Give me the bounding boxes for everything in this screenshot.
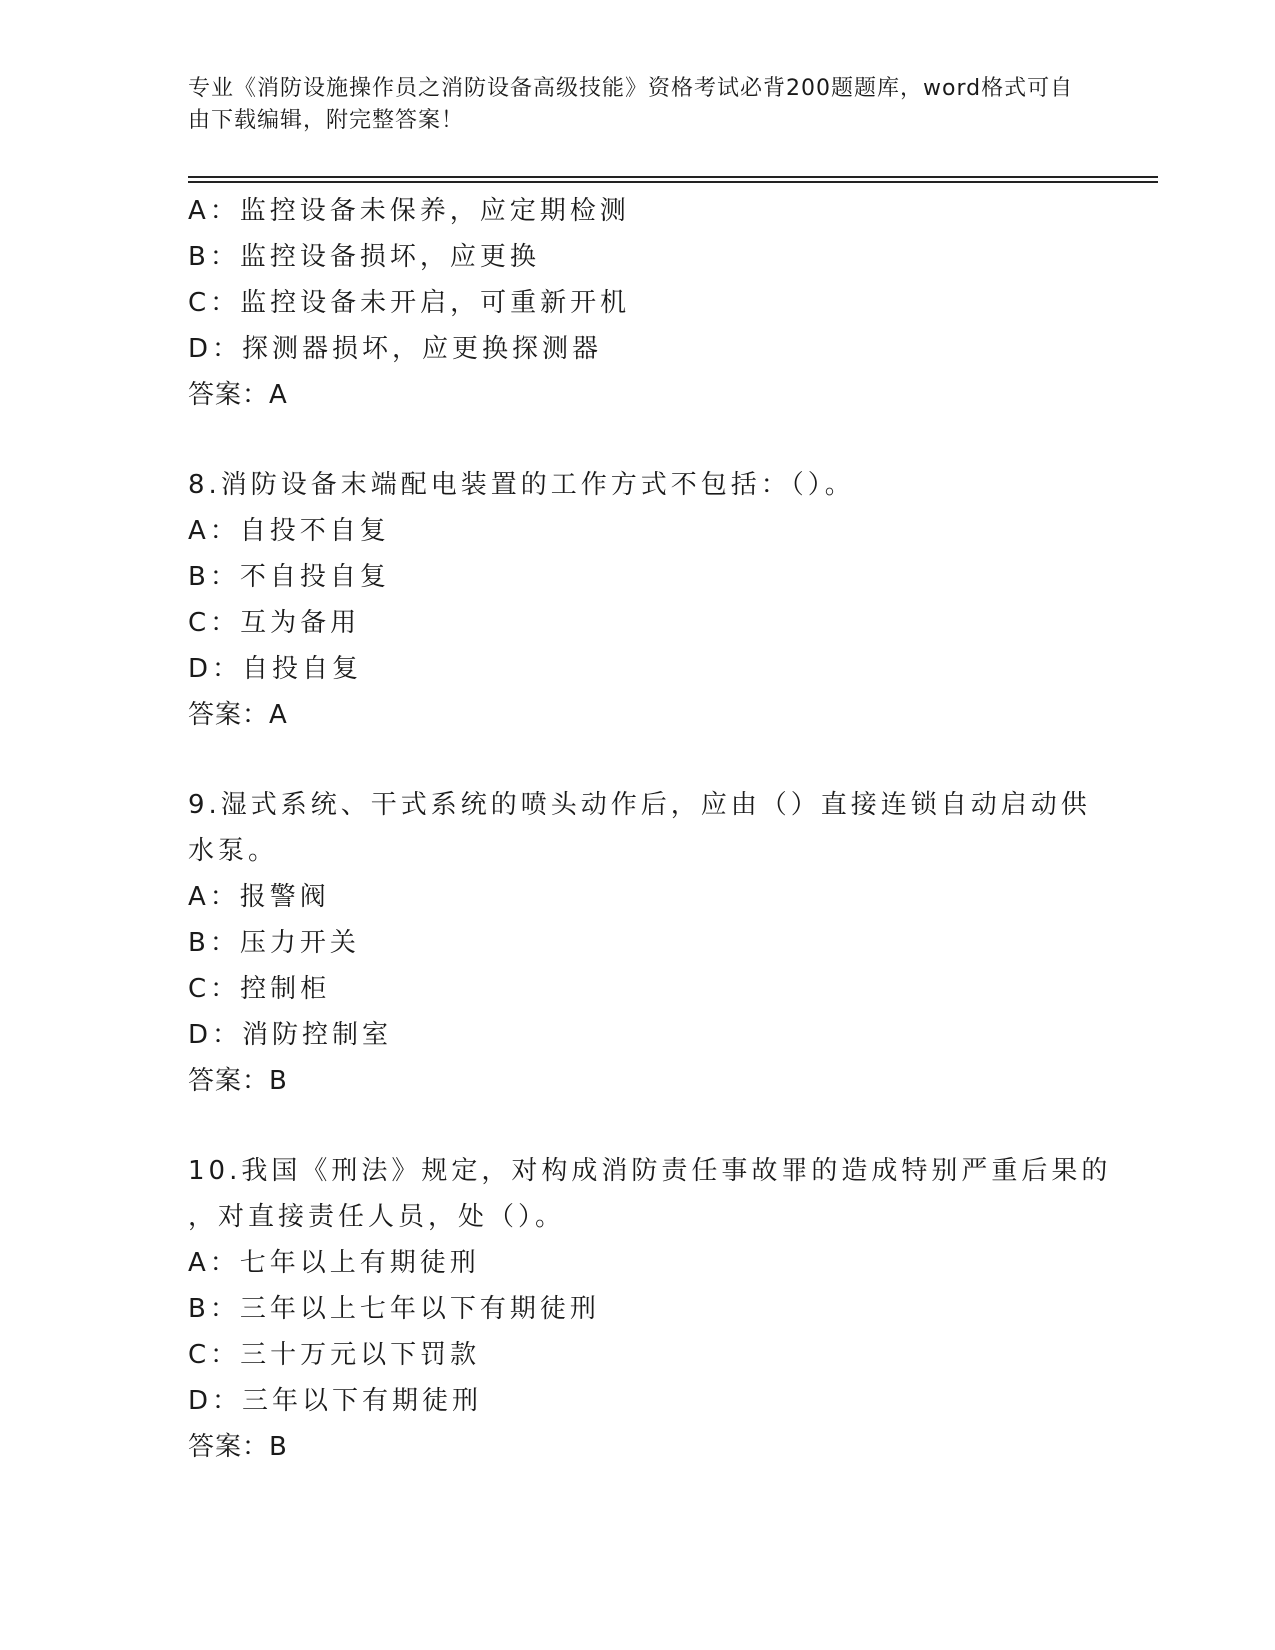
option-a: A：监控设备未保养，应定期检测 [188,196,630,226]
option-a: A：自投不自复 [188,516,390,546]
document-body [188,188,1112,1470]
question-block-8 [188,462,1088,738]
option-a: A：报警阀 [188,882,330,912]
option-c: C：三十万元以下罚款 [188,1340,481,1370]
question-block-10 [188,1148,1112,1470]
option-c: C：互为备用 [188,608,361,638]
question-stem-continued: 水泵。 [188,836,279,866]
option-b: B：三年以上七年以下有期徒刑 [188,1294,600,1324]
question-stem: 10.我国《刑法》规定，对构成消防责任事故罪的造成特别严重后果的 [188,1156,1112,1186]
option-a: A：七年以上有期徒刑 [188,1248,480,1278]
header-rule-bottom [188,181,1158,183]
question-stem: 9.湿式系统、干式系统的喷头动作后，应由（）直接连锁自动启动供 [188,790,1091,820]
option-b: B：压力开关 [188,928,360,958]
answer-line: 答案：A [188,700,288,730]
document-header: 专业《消防设施操作员之消防设备高级技能》资格考试必背200题题库，word格式可自由下载编辑，附完整答案！ [188,76,1074,133]
option-b: B：不自投自复 [188,562,390,592]
answer-line: 答案：B [188,1066,288,1096]
question-stem: 8.消防设备末端配电装置的工作方式不包括：（）。 [188,470,855,500]
option-d: D：消防控制室 [188,1020,393,1050]
answer-line: 答案：B [188,1432,288,1462]
question-stem-continued: ，对直接责任人员，处（）。 [188,1202,566,1232]
option-c: C：控制柜 [188,974,331,1004]
question-block-9 [188,782,1091,1104]
option-d: D：探测器损坏，应更换探测器 [188,334,603,364]
header-rule-top [188,176,1158,178]
option-b: B：监控设备损坏，应更换 [188,242,540,272]
answer-line: 答案：A [188,380,288,410]
option-c: C：监控设备未开启，可重新开机 [188,288,631,318]
option-d: D：三年以下有期徒刑 [188,1386,483,1416]
question-block-7 [188,188,1088,418]
option-d: D：自投自复 [188,654,363,684]
